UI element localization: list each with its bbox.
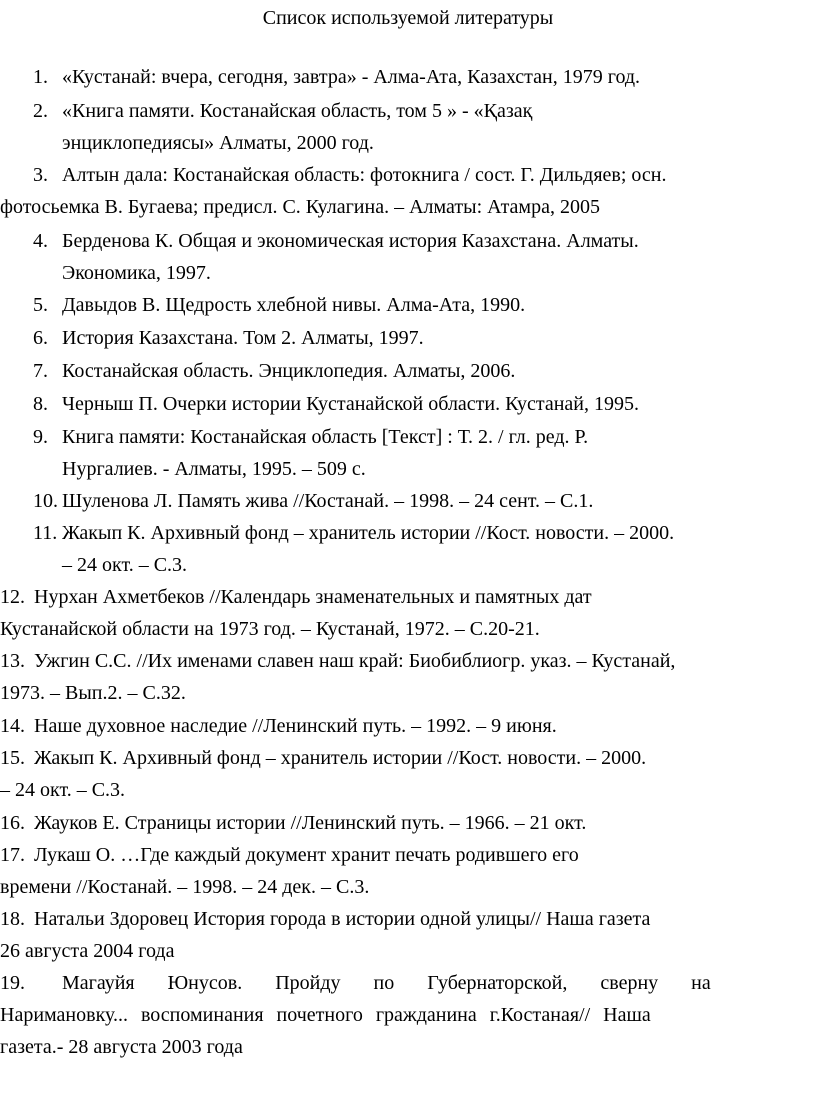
ref-number: 2. — [33, 100, 48, 122]
ref-number: 5. — [33, 294, 48, 316]
ref-text-line: Натальи Здоровец История города в истории одной улицы// Наша газета — [34, 908, 651, 930]
page-title: Список используемой литературы — [262, 7, 554, 29]
ref-text-line: 1973. – Вып.2. – С.32. — [0, 682, 186, 704]
ref-text-line: Черныш П. Очерки истории Кустанайской области. Кустанай, 1995. — [62, 393, 639, 415]
ref-text-line: Давыдов В. Щедрость хлебной нивы. Алма-Ата, 1990. — [62, 294, 526, 316]
ref-number: 7. — [33, 360, 48, 382]
ref-number: 11. — [33, 522, 58, 544]
ref-text-line: газета.- 28 августа 2003 года — [0, 1036, 243, 1058]
ref-number: 19. — [0, 972, 25, 994]
ref-text-line: Шуленова Л. Память жива //Костанай. – 1998. – 24 сент. – С.1. — [62, 490, 594, 512]
ref-text-line: Берденова К. Общая и экономическая история Казахстана. Алматы. — [62, 230, 639, 252]
ref-text-line: – 24 окт. – С.3. — [0, 779, 126, 801]
ref-text-line: «Книга памяти. Костанайская область, том 5 » - «Қазақ — [62, 100, 533, 122]
ref-text-line: Лукаш О. …Где каждый документ хранит печать родившего его — [34, 844, 579, 866]
ref-text-line: времени //Костанай. – 1998. – 24 дек. – С.3. — [0, 876, 370, 898]
ref-number: 16. — [0, 812, 25, 834]
ref-number: 13. — [0, 650, 25, 672]
ref-number: 4. — [33, 230, 48, 252]
ref-text-line: 26 августа 2004 года — [0, 940, 175, 962]
ref-text-line: Алтын дала: Костанайская область: фотокнига / сост. Г. Дильдяев; осн. — [62, 164, 667, 186]
ref-text-line: Магауйя Юнусов. Пройду по Губернаторской, сверну на — [62, 972, 711, 994]
ref-text-line: Экономика, 1997. — [62, 262, 211, 284]
ref-number: 8. — [33, 393, 48, 415]
ref-text-line: Кустанайской области на 1973 год. – Кустанай, 1972. – С.20-21. — [0, 618, 540, 640]
ref-number: 14. — [0, 715, 25, 737]
ref-text-line: Нургалиев. - Алматы, 1995. – 509 с. — [62, 458, 366, 480]
ref-text-line: фотосьемка В. Бугаева; предисл. С. Кулагина. – Алматы: Атамра, 2005 — [0, 196, 600, 218]
ref-text-line: Костанайская область. Энциклопедия. Алматы, 2006. — [62, 360, 516, 382]
ref-text-line: Книга памяти: Костанайская область [Текст] : Т. 2. / гл. ред. Р. — [62, 426, 589, 448]
ref-number: 3. — [33, 164, 48, 186]
ref-number: 6. — [33, 327, 48, 349]
ref-number: 15. — [0, 747, 25, 769]
ref-number: 9. — [33, 426, 48, 448]
ref-number: 12. — [0, 586, 25, 608]
ref-text-line: Жауков Е. Страницы истории //Ленинский путь. – 1966. – 21 окт. — [34, 812, 587, 834]
ref-text-line: Нурхан Ахметбеков //Календарь знаменательных и памятных дат — [34, 586, 592, 608]
ref-text-line: «Кустанай: вчера, сегодня, завтра» - Алма-Ата, Казахстан, 1979 год. — [62, 66, 641, 88]
ref-text-line: Наше духовное наследие //Ленинский путь. – 1992. – 9 июня. — [34, 715, 557, 737]
ref-number: 18. — [0, 908, 25, 930]
ref-text-line: энциклопедиясы» Алматы, 2000 год. — [62, 132, 374, 154]
ref-text-line: Жакып К. Архивный фонд – хранитель истории //Кост. новости. – 2000. — [34, 747, 647, 769]
ref-text-line: – 24 окт. – С.3. — [62, 554, 188, 576]
ref-number: 1. — [33, 66, 48, 88]
ref-number: 10. — [33, 490, 58, 512]
ref-text-line: История Казахстана. Том 2. Алматы, 1997. — [62, 327, 424, 349]
ref-text-line: Наримановку... воспоминания почетного гражданина г.Костаная// Наша — [0, 1004, 651, 1026]
ref-text-line: Ужгин С.С. //Их именами славен наш край: Биобиблиогр. указ. – Кустанай, — [34, 650, 676, 672]
ref-number: 17. — [0, 844, 25, 866]
ref-text-line: Жакып К. Архивный фонд – хранитель истории //Кост. новости. – 2000. — [62, 522, 675, 544]
